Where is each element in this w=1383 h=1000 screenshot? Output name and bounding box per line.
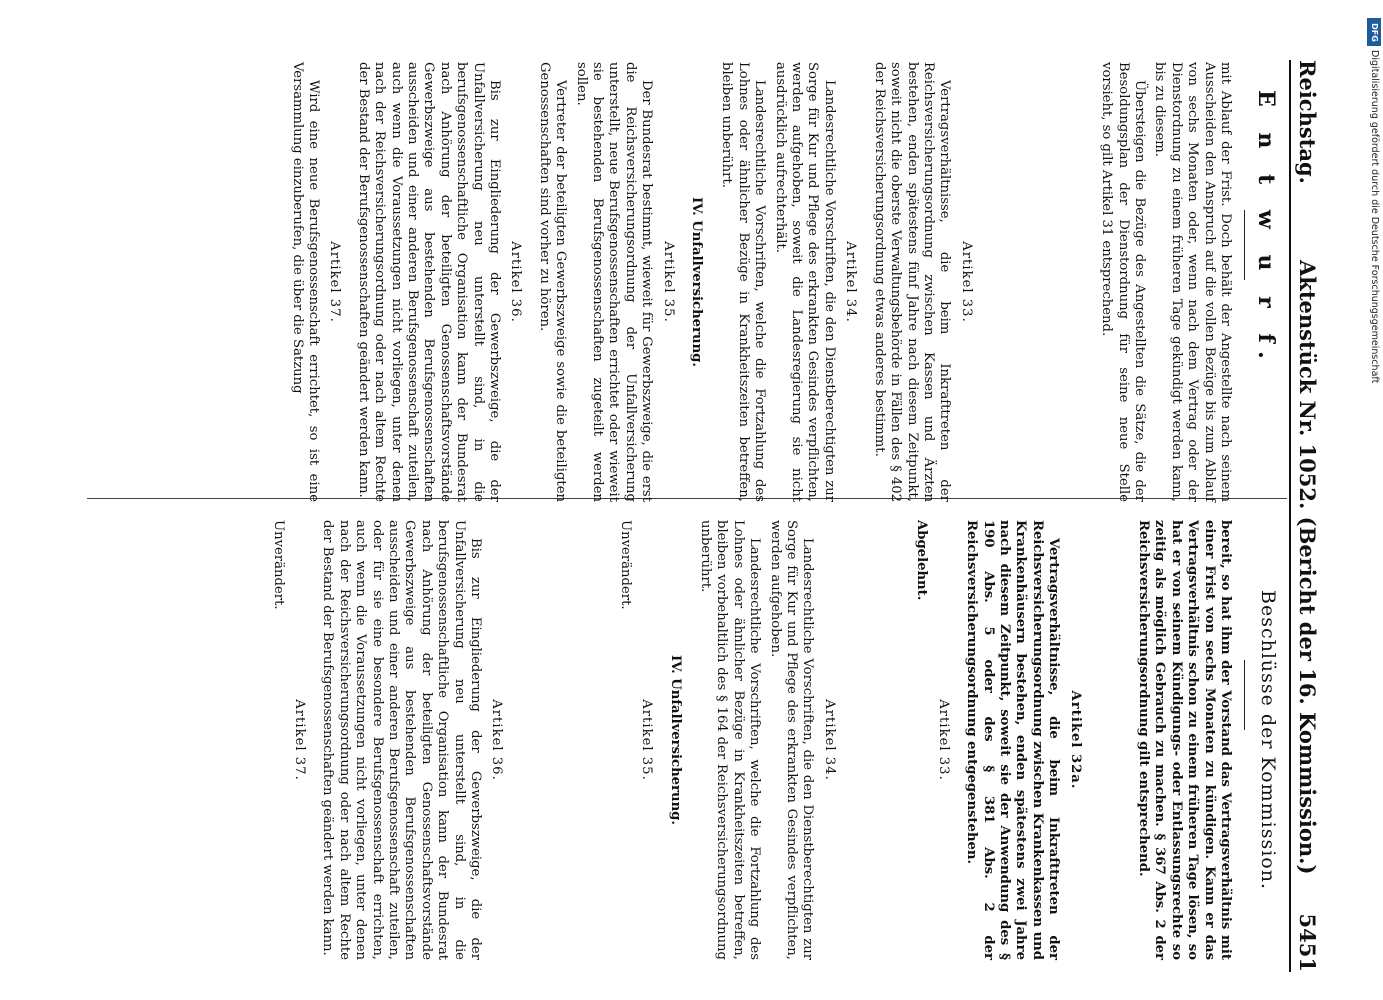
article-heading: Artikel 35.: [660, 241, 676, 323]
left-paragraph: Landesrechtliche Vorschriften, welche die Fortzahlung des Lohnes oder ähnlicher Bezüge in Krankheitszeiten betreffen, bleiben unberührt.: [719, 62, 768, 502]
right-paragraph: Landesrechtliche Vorschriften, welche die Fortzahlung des Lohnes oder ähnlicher Bezüge in Krankheitszeiten betreffen, bleiben vorbehaltlich des § 164 der Reichsversicherungsordnung unberührt.: [698, 520, 763, 960]
left-paragraph: Der Bundesrat bestimmt, wieweit für Gewerbszweige, die erst die Reichsversicherungsordnung der Unfallversicherung unterstellt, neue Berufsgenossenschaften errichtet oder wieweit sie bestehenden Berufsgenossenschaften zugeteilt werden sollen.: [573, 62, 655, 502]
dfg-logo: DFG: [1367, 18, 1381, 46]
spacer: [1095, 520, 1131, 960]
right-paragraph: Vertragsverhältnisse, die beim Inkrafttreten der Reichsversicherungsordnung zwischen Krankenkassen und Krankenhäusern bestehen, enden spätestens zwei Jahre nach diesem Zeitpunkt, soweit sie der Anwendung des § 190 Abs. 5 oder des § 381 Abs. 2 der Reichsversicherungsordnung entgegenstehen.: [964, 520, 1062, 960]
right-paragraph: Unverändert.: [270, 520, 286, 610]
digitization-credit: Digitalisierung gefördert durch die Deutsche Forschungsgemeinschaft: [1369, 50, 1380, 384]
article-heading: Artikel 36.: [489, 699, 505, 781]
left-paragraph: Vertreter der beteiligten Gewerbszweige sowie die beteiligten Genossenschaften sind vorher zu hören.: [536, 62, 569, 502]
header-left: Reichstag.: [1295, 60, 1320, 184]
left-column: [284, 62, 1233, 502]
article-heading: Artikel 36.: [508, 241, 524, 323]
spacer: [986, 62, 1094, 502]
spacer: [849, 520, 909, 960]
page-number: 5451: [1295, 913, 1320, 972]
article-heading: Artikel 34.: [843, 241, 859, 323]
section-heading: IV. Unfallversicherung.: [689, 197, 705, 367]
article-heading: Artikel 37.: [327, 241, 343, 323]
right-paragraph: bereit, so hat ihm der Vorstand das Vertragsverhältnis mit einer Frist von sechs Monaten zu kündigen. Kann er das Vertragsverhältnis schon zu einem früheren Tage lösen, so hat er von seinem Kündigungs- oder Entlassungsrechte so zeitig als möglich Gebrauch zu machen. § 367 Abs. 2 der Reichsversicherungsordnung gilt entsprechend.: [1135, 520, 1233, 960]
spacer: [516, 520, 612, 960]
article-heading: Artikel 35.: [639, 699, 655, 781]
right-column: [265, 520, 1233, 960]
digitization-sidebar: [1366, 10, 1382, 990]
right-paragraph: Abgelehnt.: [914, 520, 930, 601]
left-paragraph: Bis zur Eingliederung der Gewerbszweige, die der Unfallversicherung neu unterstellt sind, in die berufsgenossenschaftliche Organisation kann der Bundesrat nach Anhörung der beteiligten Genossenschaftsvorstände Gewerbszweige aus bestehenden Berufsgenossenschaften ausscheiden und einer anderen Berufsgenossenschaft zuteilen, auch wenn die Voraussetzungen nicht vorliegen, unter denen nach der Reichsversicherungsordnung oder nach altem Rechte der Bestand der Berufsgenossenschaften geändert werden kann.: [355, 62, 502, 502]
page-header: [1289, 60, 1325, 972]
left-title-rule: [1244, 210, 1245, 280]
left-paragraph: Wird eine neue Berufsgenossenschaft errichtet, so ist eine Versammlung einzuberufen, die über die Satzung: [289, 62, 321, 502]
left-column-title: E n t w u r f.: [1253, 90, 1279, 368]
left-paragraph: mit Ablauf der Frist. Doch behält der Angestellte nach seinem Ausscheiden den Anspruch auf die vollen Bezüge bis zum Ablauf von sechs Monaten oder, wenn nach dem Vertrag oder der Dienstordnung zu einem früheren Tage gekündigt werden kann, bis zu diesem.: [1152, 62, 1233, 502]
article-heading: Artikel 33.: [935, 699, 951, 781]
article-heading: Artikel 32a.: [1067, 690, 1083, 790]
right-paragraph: Bis zur Eingliederung der Gewerbszweige, die der Unfallversicherung neu unterstellt sind, in die berufsgenossenschaftliche Organisation kann der Bundesrat nach Anhörung der beteiligten Genossenschaftsvorstände Gewerbszweige aus bestehenden Berufsgenossenschaften ausscheiden und einer anderen Berufsgenossenschaft zuteilen, oder für sie eine besondere Berufsgenossenschaft errichten, auch wenn die Voraussetzungen nicht vorliegen, unter denen nach der Reichsversicherungsordnung oder nach altem Rechte der Bestand der Berufsgenossenschaften geändert werden kann.: [320, 520, 484, 960]
header-center: Aktenstück Nr. 1052. (Bericht der 16. Kommission.): [1295, 260, 1320, 875]
right-paragraph: Unverändert.: [617, 520, 633, 610]
right-paragraph: Landesrechtliche Vorschriften, die den Dienstberechtigten zur Sorge für Kur und Pflege des erkrankten Gesindes verpflichten, werden aufgehoben.: [767, 520, 816, 960]
left-paragraph: Übersteigen die Bezüge des Angestellten die Sätze, die der Besoldungsplan der Dienstordnung für seine neue Stelle vorsieht, so gilt Artikel 31 entsprechend.: [1099, 62, 1147, 502]
right-column-title: Beschlüsse der Kommission.: [1257, 590, 1279, 890]
article-heading: Artikel 34.: [821, 699, 837, 781]
article-heading: Artikel 33.: [958, 241, 974, 323]
section-heading: IV. Unfallversicherung.: [667, 655, 683, 825]
left-paragraph: Landesrechtliche Vorschriften, die den Dienstberechtigten zur Sorge für Kur und Pflege des erkrankten Gesindes verpflichten, werden aufgehoben, soweit die Landesregierung sie nicht ausdrücklich aufrechterhält.: [772, 62, 837, 502]
left-paragraph: Vertragsverhältnisse, die beim Inkrafttreten der Reichsversicherungsordnung zwischen Kassen und Ärzten bestehen, enden spätestens fünf Jahre nach diesem Zeitpunkt, soweit nicht die oberste Verwaltungsbehörde in Fällen des § 402 der Reichsversicherungsordnung etwas anderes bestimmt.: [871, 62, 953, 502]
right-title-rule: [1244, 660, 1245, 730]
article-heading: Artikel 37.: [291, 699, 307, 781]
